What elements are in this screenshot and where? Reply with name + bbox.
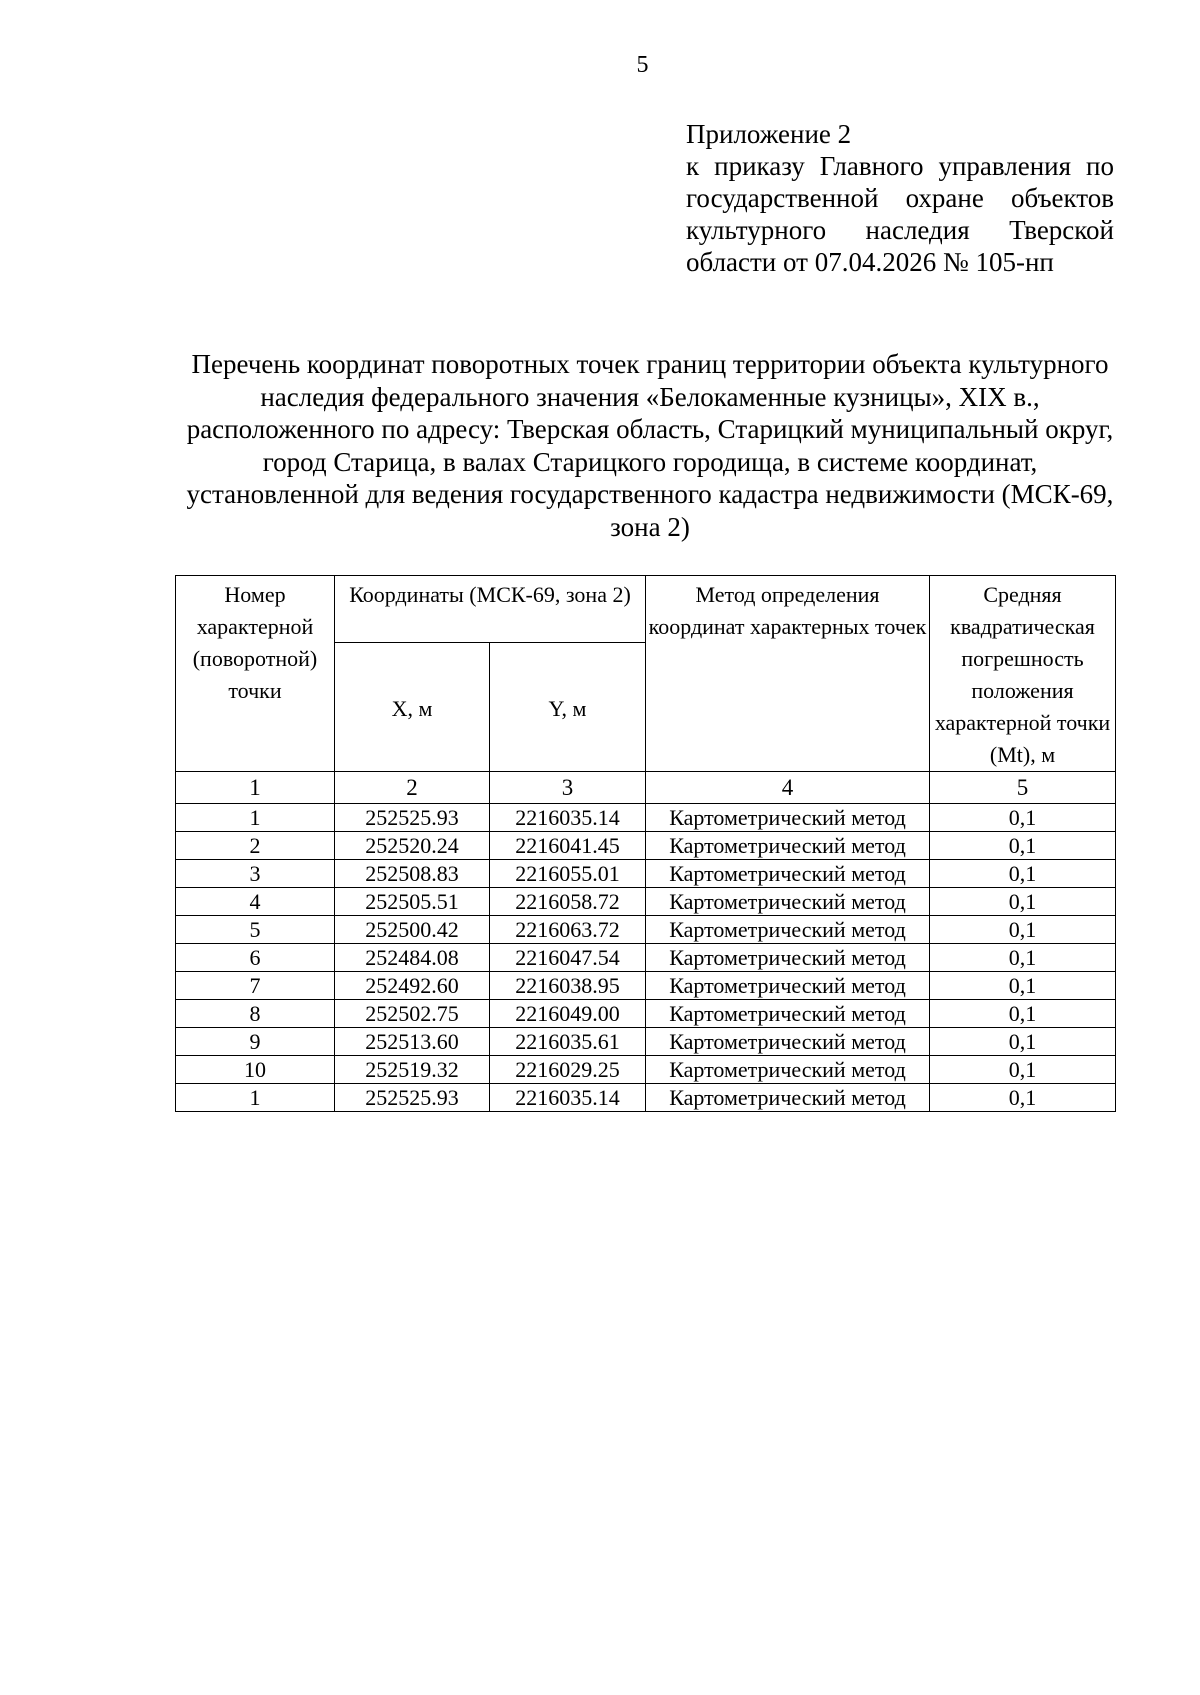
method-cell: Картометрический метод	[646, 1000, 930, 1028]
method-cell: Картометрический метод	[646, 1056, 930, 1084]
y-cell: 2216038.95	[490, 972, 646, 1000]
error-cell: 0,1	[930, 832, 1116, 860]
x-cell: 252525.93	[335, 1084, 490, 1112]
point-number-cell: 2	[176, 832, 335, 860]
y-cell: 2216063.72	[490, 916, 646, 944]
point-number-cell: 3	[176, 860, 335, 888]
x-cell: 252513.60	[335, 1028, 490, 1056]
table-row	[176, 944, 1116, 972]
appendix-text: к приказу Главного управления по государственной охране объектов культурного наследия Тверской области от 07.04.2026 № 105-нп	[686, 151, 1114, 277]
appendix-block	[686, 118, 1114, 278]
point-number-cell: 1	[176, 804, 335, 832]
x-cell: 252502.75	[335, 1000, 490, 1028]
y-cell: 2216058.72	[490, 888, 646, 916]
header-coordinates: Координаты (МСК-69, зона 2)	[335, 576, 646, 643]
error-cell: 0,1	[930, 916, 1116, 944]
x-cell: 252500.42	[335, 916, 490, 944]
method-cell: Картометрический метод	[646, 972, 930, 1000]
y-cell: 2216041.45	[490, 832, 646, 860]
table-row	[176, 832, 1116, 860]
appendix-title: Приложение 2	[686, 119, 852, 149]
y-cell: 2216047.54	[490, 944, 646, 972]
table-row	[176, 972, 1116, 1000]
method-cell: Картометрический метод	[646, 860, 930, 888]
y-cell: 2216035.61	[490, 1028, 646, 1056]
x-cell: 252519.32	[335, 1056, 490, 1084]
point-number-cell: 6	[176, 944, 335, 972]
x-cell: 252484.08	[335, 944, 490, 972]
method-cell: Картометрический метод	[646, 1084, 930, 1112]
header-x: X, м	[335, 643, 490, 772]
point-number-cell: 1	[176, 1084, 335, 1112]
error-cell: 0,1	[930, 972, 1116, 1000]
x-cell: 252520.24	[335, 832, 490, 860]
table-row	[176, 1084, 1116, 1112]
column-number: 5	[930, 772, 1116, 804]
table-row	[176, 1056, 1116, 1084]
error-cell: 0,1	[930, 1028, 1116, 1056]
y-cell: 2216029.25	[490, 1056, 646, 1084]
x-cell: 252505.51	[335, 888, 490, 916]
table-row	[176, 804, 1116, 832]
x-cell: 252508.83	[335, 860, 490, 888]
error-cell: 0,1	[930, 1084, 1116, 1112]
point-number-cell: 7	[176, 972, 335, 1000]
table-row	[176, 916, 1116, 944]
column-number: 2	[335, 772, 490, 804]
point-number-cell: 4	[176, 888, 335, 916]
table-row	[176, 1028, 1116, 1056]
page-number: 5	[636, 52, 649, 78]
error-cell: 0,1	[930, 944, 1116, 972]
table-row	[176, 1000, 1116, 1028]
header-y: Y, м	[490, 643, 646, 772]
point-number-cell: 10	[176, 1056, 335, 1084]
y-cell: 2216049.00	[490, 1000, 646, 1028]
point-number-cell: 5	[176, 916, 335, 944]
x-cell: 252525.93	[335, 804, 490, 832]
header-point-number: Номер характерной (поворотной) точки	[176, 576, 335, 772]
column-number: 4	[646, 772, 930, 804]
table-row	[176, 888, 1116, 916]
coordinates-table	[175, 575, 1116, 1112]
x-cell: 252492.60	[335, 972, 490, 1000]
point-number-cell: 8	[176, 1000, 335, 1028]
error-cell: 0,1	[930, 804, 1116, 832]
y-cell: 2216035.14	[490, 1084, 646, 1112]
column-number: 1	[176, 772, 335, 804]
method-cell: Картометрический метод	[646, 944, 930, 972]
column-number: 3	[490, 772, 646, 804]
header-method: Метод определения координат характерных точек	[646, 576, 930, 772]
method-cell: Картометрический метод	[646, 1028, 930, 1056]
header-error: Средняя квадратическая погрешность положения характерной точки (Mt), м	[930, 576, 1116, 772]
error-cell: 0,1	[930, 1056, 1116, 1084]
method-cell: Картометрический метод	[646, 804, 930, 832]
document-title: Перечень координат поворотных точек границ территории объекта культурного наследия федерального значения «Белокаменные кузницы», XIX в., расположенного по адресу: Тверская область, Старицкий муниципальный округ, город Старица, в валах Старицкого городища, в системе координат, установленной для ведения государственного кадастра недвижимости (МСК-69, зона 2)	[186, 349, 1114, 542]
error-cell: 0,1	[930, 860, 1116, 888]
table-row	[176, 860, 1116, 888]
point-number-cell: 9	[176, 1028, 335, 1056]
method-cell: Картометрический метод	[646, 916, 930, 944]
y-cell: 2216035.14	[490, 804, 646, 832]
error-cell: 0,1	[930, 888, 1116, 916]
y-cell: 2216055.01	[490, 860, 646, 888]
error-cell: 0,1	[930, 1000, 1116, 1028]
method-cell: Картометрический метод	[646, 888, 930, 916]
method-cell: Картометрический метод	[646, 832, 930, 860]
